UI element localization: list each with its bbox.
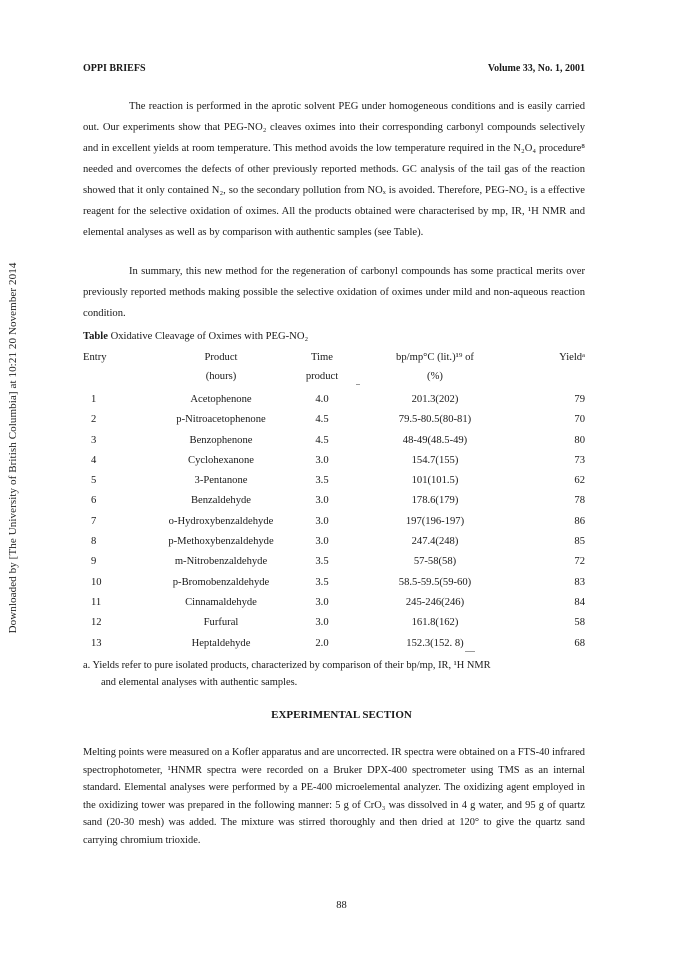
cell-yield: 83 (574, 576, 585, 588)
cell-time: 4.5 (315, 414, 329, 426)
header-bp: bp/mp°C (lit.)¹⁹ of (396, 352, 474, 363)
cell-yield: 85 (574, 536, 585, 548)
table-row (83, 613, 585, 633)
header-product: Product (204, 352, 238, 363)
cell-bp: 154.7(155) (411, 454, 459, 466)
table-row (83, 552, 585, 572)
paragraph-experimental: Melting points were measured on a Kofler apparatus and are uncorrected. IR spectra were obtained on a FTS-40 infrared spectrophotometer, ¹HNMR spectra were recorded on a Bruker DPX-400 spectrometer using TMS as an internal standard. Elemental analyses were performed by a PE-400 microelemental analyzer. The oxidizing agent employed in the oxidizing tower was prepared in the following manner: 5 g of CrO₃ was dissolved in 4 g water, and 95 g of quartz sand (20-30 mesh) was added. The mixture was stirred thoroughly and then dried at 120° to give the quartz sand carrying chromium trioxide. (83, 747, 585, 846)
cell-yield: 73 (574, 454, 585, 466)
cell-time: 3.5 (315, 556, 329, 568)
cell-bp: 152.3(152. 8) (406, 637, 464, 649)
cell-time: 3.5 (315, 576, 329, 588)
cell-product: Benzaldehyde (190, 495, 251, 507)
download-notice-sidebar (0, 0, 26, 965)
cell-yield: 68 (574, 637, 585, 649)
cell-product: Furfural (203, 617, 239, 629)
cell-product: Benzophenone (189, 434, 253, 446)
cell-time: 4.5 (315, 434, 329, 446)
scan-mark (356, 384, 360, 385)
header-yield-unit: (%) (427, 371, 443, 382)
cell-entry: 8 (91, 536, 97, 548)
cell-product: Cyclohexanone (188, 454, 254, 466)
cell-yield: 84 (574, 596, 585, 608)
table-row (83, 634, 585, 654)
header-time: Time (311, 352, 333, 363)
cell-yield: 72 (574, 556, 585, 568)
table-row (83, 532, 585, 552)
cell-bp: 201.3(202) (411, 394, 459, 405)
cell-bp: 247.4(248) (411, 536, 459, 548)
cell-bp: 197(196-197) (405, 515, 465, 527)
cell-time: 3.0 (315, 454, 329, 466)
scan-mark (465, 651, 475, 652)
cell-bp: 245-246(246) (405, 596, 465, 608)
cell-product: Acetophenone (190, 394, 252, 405)
header-bp-product: product (305, 371, 339, 382)
cell-product: p-Nitroacetophenone (176, 414, 266, 426)
cell-bp: 178.6(179) (411, 495, 459, 507)
cell-product: m-Nitrobenzaldehyde (174, 556, 268, 568)
paragraph-1-text: The reaction is performed in the aprotic solvent PEG under homogeneous conditions and is easily carried out. Our experiments show that PEG-NO₂ cleaves oximes into their corresponding carbonyl compounds selectively and in excellent yields at room temperature. This method avoids the low temperature required in the N₂O₄ procedure⁸ needed and overcomes the defects of other previously reported methods. GC analysis of the tail gas of the reaction showed that it only contained N₂, so the secondary pollution from NOₓ is avoided. Therefore, PEG-NO₂ is a effective reagent for the selective oxidation of oximes. All the products obtained were characterised by mp, IR, ¹H NMR and elemental analyses as well as by comparison with authentic samples (see Table). (83, 101, 585, 238)
cell-yield: 80 (574, 434, 585, 446)
cell-yield: 86 (574, 515, 585, 527)
cell-bp: 101(101.5) (411, 475, 459, 487)
table-row (83, 410, 585, 430)
cell-bp: 79.5-80.5(80-81) (398, 414, 472, 426)
table-row (83, 471, 585, 491)
cell-time: 3.0 (315, 617, 329, 629)
footnote-line-2: and elemental analyses with authentic samples. (101, 677, 298, 688)
table-caption (83, 331, 308, 342)
header-time-unit: (hours) (205, 371, 237, 382)
header-yield: Yieldᵃ (559, 352, 585, 363)
table-row (83, 593, 585, 613)
cell-entry: 12 (91, 617, 102, 629)
table-row (83, 491, 585, 511)
cell-bp: 161.8(162) (411, 617, 459, 629)
cell-product: p-Bromobenzaldehyde (172, 576, 270, 588)
cell-time: 3.0 (315, 536, 329, 548)
cell-entry: 6 (91, 495, 97, 507)
paragraph-2-text: In summary, this new method for the regeneration of carbonyl compounds has some practical merits over previously reported methods making possible the selective oxidation of oximes under mild and non-aqueous reaction condition. (83, 266, 585, 319)
table-row (83, 512, 585, 532)
cell-time: 3.0 (315, 495, 329, 507)
cell-yield: 58 (574, 617, 585, 629)
cell-bp: 58.5-59.5(59-60) (398, 576, 472, 588)
cell-time: 3.0 (315, 515, 329, 527)
table-row (83, 573, 585, 593)
cell-bp: 57-58(58) (413, 556, 457, 568)
running-header (83, 63, 585, 74)
footnote-marker: a. (83, 660, 91, 671)
cell-entry: 11 (91, 596, 102, 608)
table-caption-text: Oxidative Cleavage of Oximes with PEG-NO₂ (110, 331, 309, 342)
table-row (83, 431, 585, 451)
cell-yield: 79 (574, 394, 585, 405)
cell-yield: 78 (574, 495, 585, 507)
cell-entry: 13 (91, 637, 102, 649)
cell-time: 2.0 (315, 637, 329, 649)
volume-info: Volume 33, No. 1, 2001 (487, 63, 585, 74)
cell-product: o-Hydroxybenzaldehyde (168, 515, 274, 527)
cell-entry: 1 (91, 394, 97, 405)
table-footnote (83, 657, 585, 691)
cell-entry: 3 (91, 434, 97, 446)
table-row (83, 451, 585, 471)
cell-time: 4.0 (315, 394, 329, 405)
cell-entry: 5 (91, 475, 97, 487)
cell-entry: 9 (91, 556, 97, 568)
cell-entry: 2 (91, 414, 97, 426)
table-row (83, 390, 585, 410)
cell-entry: 4 (91, 454, 97, 466)
page-number: 88 (336, 900, 347, 911)
cell-product: p-Methoxybenzaldehyde (168, 536, 274, 548)
cell-time: 3.0 (315, 596, 329, 608)
download-notice: Downloaded by [The University of British Columbia] at 10:21 20 November 2014 (7, 262, 19, 634)
cell-product: Cinnamaldehyde (185, 596, 257, 608)
cell-yield: 62 (574, 475, 585, 487)
cell-product: Heptaldehyde (191, 637, 251, 649)
cell-entry: 7 (91, 515, 97, 527)
cell-bp: 48-49(48.5-49) (402, 434, 468, 446)
paragraph-summary (83, 261, 585, 324)
header-entry: Entry (83, 352, 107, 363)
section-title: EXPERIMENTAL SECTION (271, 709, 412, 721)
cell-yield: 70 (574, 414, 585, 426)
table-caption-label: Table (83, 331, 108, 342)
paragraph-reaction-discussion (83, 96, 585, 243)
table-body (83, 390, 585, 654)
cell-product: 3-Pentanone (194, 475, 248, 487)
footnote-line-1: Yields refer to pure isolated products, characterized by comparison of their bp/mp, IR, ¹H NMR (92, 660, 491, 671)
journal-section-title: OPPI BRIEFS (83, 63, 146, 74)
cell-time: 3.5 (315, 475, 329, 487)
cell-entry: 10 (91, 576, 102, 588)
